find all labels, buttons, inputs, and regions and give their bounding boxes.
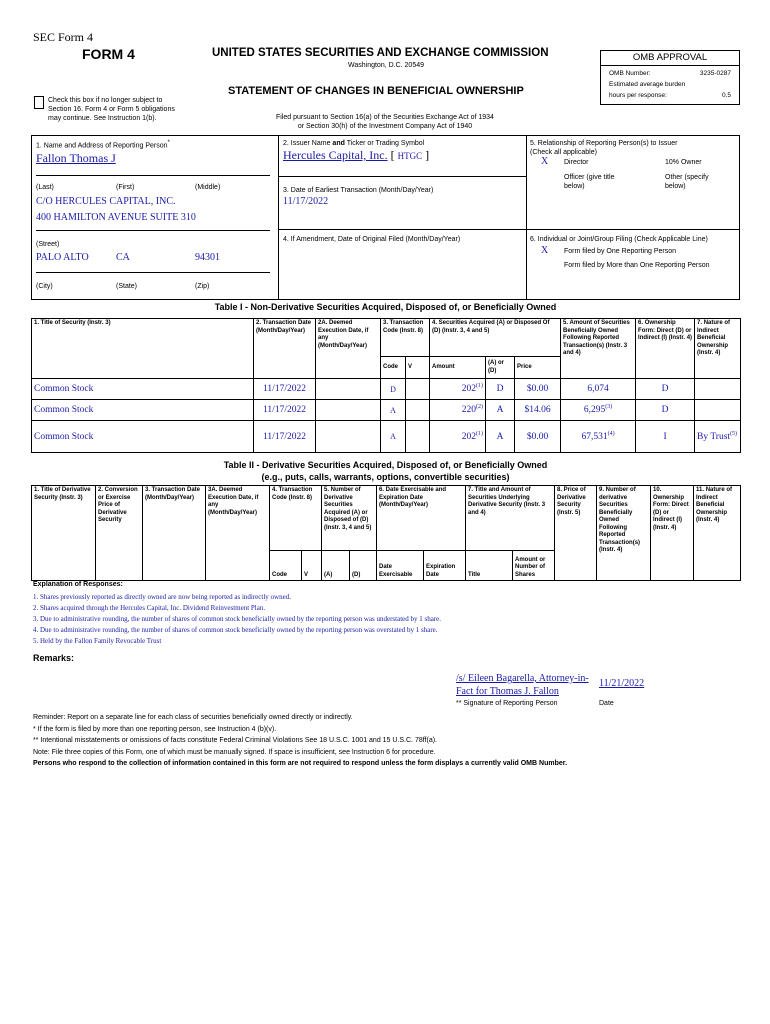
t1-r0-amount-cell <box>430 379 486 400</box>
omb-title: OMB APPROVAL <box>601 51 739 66</box>
t1-r2-nature-fn[interactable]: (5) <box>730 430 738 437</box>
t2-h6: 6. Date Exercisable and Expiration Date (Month/Day/Year) <box>377 486 466 551</box>
t1-r0-price: $0.00 <box>515 379 561 400</box>
t2-h3: 3. Transaction Date (Month/Day/Year) <box>143 486 206 581</box>
t1-r1-amount-cell <box>430 400 486 421</box>
box1-label-mark: * <box>167 140 170 146</box>
t1-r1-owned: 6,295 <box>583 405 606 416</box>
t1-h1: 1. Title of Security (Instr. 3) <box>32 319 254 379</box>
box4-label: 4. If Amendment, Date of Original Filed (Month/Day/Year) <box>283 236 461 243</box>
zip-value: 94301 <box>195 252 220 263</box>
t1-r2-owned-cell <box>561 421 636 453</box>
t1-r0-amount-fn[interactable]: (1) <box>476 383 483 390</box>
t1-r1-form: D <box>636 400 695 421</box>
t1-r1-code: A <box>381 400 406 421</box>
explanation-item: 1. Shares previously reported as directly owned are now being reported as indirectly owned. <box>33 593 291 601</box>
footer-notes <box>33 712 743 770</box>
t1-r2-title: Common Stock <box>32 421 254 453</box>
t1-r2-nature: By Trust <box>697 432 731 443</box>
t1-r1-deemed <box>316 400 381 421</box>
box5-label-2: (Check all applicable) <box>530 149 597 156</box>
middle-label: (Middle) <box>195 184 221 191</box>
remarks-heading: Remarks: <box>33 653 75 663</box>
omb-number-label: OMB Number: <box>609 70 651 77</box>
t2-sub-expiration: Expiration Date <box>424 551 466 581</box>
t2-sub-title: Title <box>466 551 513 581</box>
explanation-item: 2. Shares acquired through the Hercules Capital, Inc. Dividend Reinvestment Plan. <box>33 604 266 612</box>
table1-title: Table I - Non-Derivative Securities Acquired, Disposed of, or Beneficially Owned <box>214 302 557 312</box>
date-label: Date <box>599 700 614 707</box>
t1-r2-v <box>406 421 430 453</box>
t1-r0-code: D <box>381 379 406 400</box>
statement-title: STATEMENT OF CHANGES IN BENEFICIAL OWNERSHIP <box>228 85 524 97</box>
table2 <box>31 485 741 581</box>
t2-sub-exercisable: Date Exercisable <box>377 551 424 581</box>
t1-r2-price: $0.00 <box>515 421 561 453</box>
t2-h2: 2. Conversion or Exercise Price of Derivative Security <box>96 486 143 581</box>
other-label-1: Other (specify <box>665 174 709 181</box>
table-row <box>32 400 741 421</box>
footer-note-1: * If the form is filed by more than one reporting person, see Instruction 4 (b)(v). <box>33 725 277 733</box>
ten-pct-owner-label: 10% Owner <box>665 159 702 166</box>
t2-sub-code: Code <box>270 551 302 581</box>
t1-r2-nature-cell <box>695 421 741 453</box>
checkbox-instructions <box>48 96 175 123</box>
t1-r0-form: D <box>636 379 695 400</box>
t2-h9: 9. Number of derivative Securities Beneficially Owned Following Reported Transaction(s) (Instr. 4) <box>597 486 651 581</box>
t1-sub-amount: Amount <box>430 357 486 379</box>
t1-r1-owned-cell <box>561 400 636 421</box>
t1-r2-owned-fn[interactable]: (4) <box>607 430 615 437</box>
state-label: (State) <box>116 283 138 290</box>
issuer-name[interactable]: Hercules Capital, Inc. <box>283 148 388 162</box>
t1-r1-v <box>406 400 430 421</box>
last-label: (Last) <box>36 184 54 191</box>
no-longer-subject-checkbox[interactable] <box>34 96 44 109</box>
sec-form-label: SEC Form 4 <box>33 30 94 44</box>
t2-h1: 1. Title of Derivative Security (Instr. 3) <box>32 486 96 581</box>
t1-r0-amount: 202 <box>461 384 476 395</box>
t2-h10: 10. Ownership Form: Direct (D) or Indirect (I) (Instr. 4) <box>651 486 694 581</box>
omb-burden-label-2: hours per response: <box>609 92 667 99</box>
t1-r0-date: 11/17/2022 <box>254 379 316 400</box>
t1-r2-owned: 67,531 <box>581 432 608 443</box>
ticker-close: ] <box>425 148 430 162</box>
omb-number: 3235-0287 <box>699 70 731 77</box>
t1-r2-amount-cell <box>430 421 486 453</box>
t1-h2: 2. Transaction Date (Month/Day/Year) <box>254 319 316 379</box>
filed-pursuant <box>250 113 520 131</box>
signature-line-1: /s/ Eileen Bagarella, Attorney-in- <box>456 673 589 684</box>
t1-r2-form: I <box>636 421 695 453</box>
t2-sub-amount: Amount or Number of Shares <box>513 551 555 581</box>
form-title: FORM 4 <box>82 46 135 62</box>
zip-label: (Zip) <box>195 283 210 290</box>
explanation-heading: Explanation of Responses: <box>33 581 123 588</box>
t1-r1-owned-fn[interactable]: (3) <box>605 404 613 411</box>
box5-label <box>530 139 677 157</box>
city-label: (City) <box>36 283 53 290</box>
t2-h11: 11. Nature of Indirect Beneficial Ownership (Instr. 4) <box>694 486 741 581</box>
t1-h7: 7. Nature of Indirect Beneficial Ownership (Instr. 4) <box>695 319 741 379</box>
omb-burden-label-1: Estimated average burden <box>609 81 686 88</box>
t1-r1-nature-cell <box>695 400 741 421</box>
omb-burden: 0.5 <box>721 92 731 99</box>
t1-r1-amount-fn[interactable]: (2) <box>476 404 483 411</box>
issuer-line <box>283 148 429 163</box>
t1-h6: 6. Ownership Form: Direct (D) or Indirect (I) (Instr. 4) <box>636 319 695 379</box>
director-label: Director <box>564 159 589 166</box>
table2-title-1: Table II - Derivative Securities Acquired, Disposed of, or Beneficially Owned <box>223 460 548 470</box>
table-row <box>32 421 741 453</box>
t1-h4: 4. Securities Acquired (A) or Disposed Of (D) (Instr. 3, 4 and 5) <box>430 319 561 357</box>
t1-r0-title: Common Stock <box>32 379 254 400</box>
address-line-2: 400 HAMILTON AVENUE SUITE 310 <box>36 212 196 223</box>
t1-r2-ad: A <box>486 421 515 453</box>
box2-label-pre: 2. Issuer Name <box>283 140 333 147</box>
omb-approval-box <box>600 50 740 105</box>
earliest-transaction-date: 11/17/2022 <box>283 196 329 207</box>
more-persons-label: Form filed by More than One Reporting Person <box>564 262 710 269</box>
t1-r1-title: Common Stock <box>32 400 254 421</box>
t2-sub-d: (D) <box>350 551 377 581</box>
checkbox-text-2: Section 16. Form 4 or Form 5 obligations <box>48 106 175 113</box>
t1-r0-v <box>406 379 430 400</box>
t1-sub-code: Code <box>381 357 406 379</box>
t1-h3: 3. Transaction Code (Instr. 8) <box>381 319 430 357</box>
address-line-1: C/O HERCULES CAPITAL, INC. <box>36 196 176 207</box>
t1-r1-price: $14.06 <box>515 400 561 421</box>
t1-r0-ad: D <box>486 379 515 400</box>
first-label: (First) <box>116 184 135 191</box>
t1-r0-nature-cell <box>695 379 741 400</box>
signature <box>456 672 589 698</box>
reporting-person-name[interactable]: Fallon Thomas J <box>36 151 116 165</box>
explanation-item: 4. Due to administrative rounding, the number of shares of common stock beneficially owned by the reporting person was overstated by 1 share. <box>33 626 438 634</box>
state-value: CA <box>116 252 130 263</box>
street-label: (Street) <box>36 241 60 248</box>
box6-label: 6. Individual or Joint/Group Filing (Check Applicable Line) <box>530 236 708 243</box>
t2-sub-v: V <box>302 551 322 581</box>
t1-r0-owned-cell <box>561 379 636 400</box>
checkbox-text-1: Check this box if no longer subject to <box>48 97 163 104</box>
checkbox-text-3: may continue. See Instruction 1(b). <box>48 115 157 122</box>
table2-title <box>31 459 740 483</box>
t2-h3a: 3A. Deemed Execution Date, if any (Month/Day/Year) <box>206 486 270 581</box>
explanation-list <box>33 592 733 646</box>
footer-note-4: Persons who respond to the collection of information contained in this form are not required to respond unless the form displays a currently valid OMB Number. <box>33 760 568 767</box>
box3-label: 3. Date of Earliest Transaction (Month/Day/Year) <box>283 187 434 194</box>
filed-line-2: or Section 30(h) of the Investment Company Act of 1940 <box>297 123 473 130</box>
officer-label-1: Officer (give title <box>564 174 615 181</box>
t1-r0-deemed <box>316 379 381 400</box>
one-person-mark[interactable]: X <box>541 245 549 256</box>
city-value: PALO ALTO <box>36 252 89 263</box>
commission-city: Washington, D.C. 20549 <box>348 62 425 69</box>
t2-sub-a: (A) <box>322 551 350 581</box>
officer-label <box>564 173 614 191</box>
officer-label-2: below) <box>564 183 585 190</box>
box1-label-text: 1. Name and Address of Reporting Person <box>36 142 168 150</box>
signature-label: ** Signature of Reporting Person <box>456 700 558 707</box>
signature-date: 11/21/2022 <box>599 678 645 689</box>
t1-sub-price: Price <box>515 357 561 379</box>
t1-r1-amount: 220 <box>461 405 476 416</box>
t1-r2-amount-fn[interactable]: (1) <box>476 430 483 437</box>
t2-h7: 7. Title and Amount of Securities Underlying Derivative Security (Instr. 3 and 4) <box>466 486 555 551</box>
footer-note-2: ** Intentional misstatements or omissions of facts constitute Federal Criminal Violations See 18 U.S.C. 1001 and 15 U.S.C. 78ff(a). <box>33 737 437 744</box>
t1-h2a: 2A. Deemed Execution Date, if any (Month/Day/Year) <box>316 319 381 379</box>
box2-label <box>283 139 424 148</box>
t1-r0-owned: 6,074 <box>587 384 609 395</box>
t1-sub-ad: (A) or (D) <box>486 357 515 379</box>
t1-sub-v: V <box>406 357 430 379</box>
other-label <box>665 173 709 191</box>
t1-r2-date: 11/17/2022 <box>254 421 316 453</box>
t1-r2-deemed <box>316 421 381 453</box>
table1 <box>31 318 741 453</box>
t1-h5: 5. Amount of Securities Beneficially Owned Following Reported Transaction(s) (Instr. 3 and 4) <box>561 319 636 379</box>
other-label-2: below) <box>665 183 686 190</box>
box2-label-post: Ticker or Trading Symbol <box>344 140 425 147</box>
table2-title-2: (e.g., puts, calls, warrants, options, convertible securities) <box>261 472 510 482</box>
box1-label <box>36 139 170 150</box>
table-row <box>32 379 741 400</box>
box5-label-1: 5. Relationship of Reporting Person(s) to Issuer <box>530 140 678 147</box>
ticker-open: [ <box>390 148 395 162</box>
ticker-symbol: HTGC <box>397 151 423 161</box>
signature-line-2: Fact for Thomas J. Fallon <box>456 686 559 697</box>
t1-r2-amount: 202 <box>461 432 476 443</box>
t2-h4: 4. Transaction Code (Instr. 8) <box>270 486 322 551</box>
t2-h5: 5. Number of Derivative Securities Acquired (A) or Disposed of (D) (Instr. 3, 4 and 5) <box>322 486 377 551</box>
director-mark[interactable]: X <box>541 156 549 167</box>
t1-r1-date: 11/17/2022 <box>254 400 316 421</box>
explanation-item: 3. Due to administrative rounding, the number of shares of common stock beneficially owned by the reporting person was understated by 1 share. <box>33 615 442 623</box>
footer-note-3: Note: File three copies of this Form, one of which must be manually signed. If space is insufficient, see Instruction 6 for procedure. <box>33 748 436 756</box>
t2-h8: 8. Price of Derivative Security (Instr. 5) <box>555 486 597 581</box>
footer-reminder: Reminder: Report on a separate line for each class of securities beneficially owned directly or indirectly. <box>33 714 353 721</box>
t1-r2-code: A <box>381 421 406 453</box>
t1-r1-ad: A <box>486 400 515 421</box>
one-person-label: Form filed by One Reporting Person <box>564 248 677 255</box>
commission-title: UNITED STATES SECURITIES AND EXCHANGE COMMISSION <box>212 47 549 59</box>
explanation-item: 5. Held by the Fallon Family Revocable Trust <box>33 637 162 645</box>
box2-label-and: and <box>332 140 345 147</box>
filed-line-1: Filed pursuant to Section 16(a) of the Securities Exchange Act of 1934 <box>276 114 494 121</box>
